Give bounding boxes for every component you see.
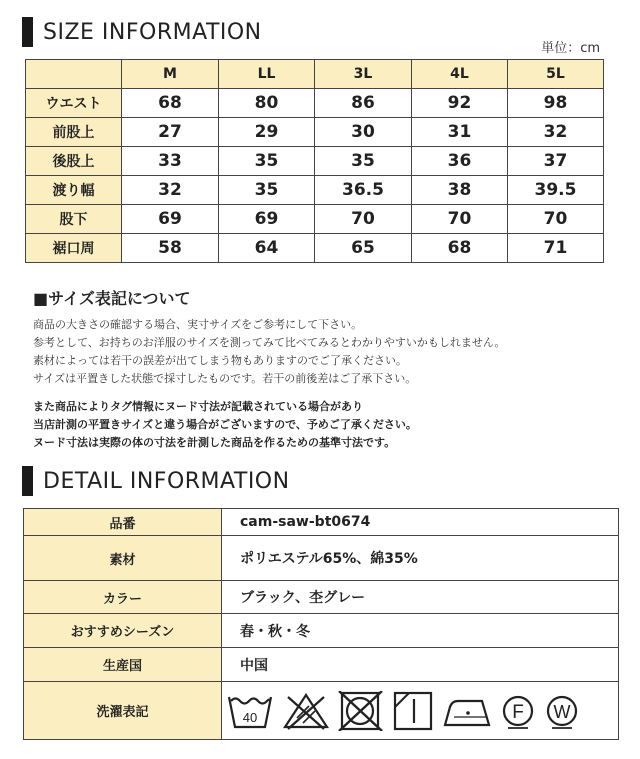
size-title-text: SIZE INFORMATION: [43, 19, 262, 45]
table-row: [24, 648, 619, 682]
cell: 68: [412, 234, 508, 263]
column-header: 3L: [315, 60, 412, 89]
wash-temp-text: 40: [242, 709, 258, 725]
cell: 80: [219, 89, 315, 118]
cell: 68: [122, 89, 219, 118]
cell: 37: [508, 147, 604, 176]
notes-text: [33, 316, 506, 388]
cell: 70: [315, 205, 412, 234]
note-line: 素材によっては若干の誤差が出てしまう物もありますのでご了承ください。: [33, 354, 407, 367]
cell: 36: [412, 147, 508, 176]
cell: 65: [315, 234, 412, 263]
cell: 69: [219, 205, 315, 234]
table-row: [26, 205, 604, 234]
detail-label: おすすめシーズン: [24, 614, 222, 648]
detail-title-text: DETAIL INFORMATION: [43, 468, 290, 494]
cell: 98: [508, 89, 604, 118]
table-row: [24, 581, 619, 614]
table-row: [24, 614, 619, 648]
detail-value: 中国: [222, 648, 619, 682]
cell: 27: [122, 118, 219, 147]
cell: 39.5: [508, 176, 604, 205]
iron-low-icon: [442, 691, 492, 731]
detail-table: [23, 508, 619, 740]
detail-label: カラー: [24, 581, 222, 614]
title-bar-decoration: [22, 466, 33, 496]
drip-dry-icon: [392, 691, 434, 731]
column-header: 5L: [508, 60, 604, 89]
table-row: [26, 118, 604, 147]
cell: 86: [315, 89, 412, 118]
cell: 35: [219, 147, 315, 176]
unit-label: 単位：cm: [541, 41, 600, 56]
cell: 32: [122, 176, 219, 205]
detail-label: 素材: [24, 536, 222, 581]
note-line: サイズは平置きした状態で採寸したものです。若干の前後差はご了承下さい。: [33, 372, 417, 385]
size-header-row: [26, 60, 604, 89]
table-row: [26, 234, 604, 263]
table-row: [26, 147, 604, 176]
detail-value: 春・秋・冬: [222, 614, 619, 648]
no-bleach-icon: [282, 691, 330, 731]
cell: 70: [412, 205, 508, 234]
table-row: [26, 89, 604, 118]
corner-cell: [26, 60, 122, 89]
dry-clean-f-icon: [500, 691, 536, 731]
detail-label: 品番: [24, 509, 222, 536]
row-header: 渡り幅: [26, 176, 122, 205]
cell: 31: [412, 118, 508, 147]
size-section-title: [22, 17, 262, 47]
cell: 35: [219, 176, 315, 205]
row-header: ウエスト: [26, 89, 122, 118]
detail-value: cam-saw-bt0674: [222, 509, 619, 536]
detail-section-title: [22, 466, 290, 496]
row-header: 股下: [26, 205, 122, 234]
detail-label: 洗濯表記: [24, 682, 222, 740]
detail-value: ブラック、杢グレー: [222, 581, 619, 614]
size-table: [25, 59, 604, 263]
no-tumble-dry-icon: [338, 691, 384, 731]
wetclean-letter: W: [553, 701, 571, 722]
cell: 69: [122, 205, 219, 234]
cell: 71: [508, 234, 604, 263]
column-header: LL: [219, 60, 315, 89]
care-icons-cell: [222, 682, 619, 740]
cell: 70: [508, 205, 604, 234]
detail-value: ポリエステル65%、綿35%: [222, 536, 619, 581]
row-header: 後股上: [26, 147, 122, 176]
care-icons: [222, 691, 618, 731]
cell: 92: [412, 89, 508, 118]
title-bar-decoration: [22, 17, 33, 47]
cell: 30: [315, 118, 412, 147]
note-line: 当店計測の平置きサイズと違う場合がございますので、予めご了承ください。: [33, 418, 417, 431]
dryclean-letter: F: [512, 701, 524, 723]
note-line: 商品の大きさの確認する場合、実寸サイズをご参考にして下さい。: [33, 318, 363, 331]
cell: 64: [219, 234, 315, 263]
row-header: 裾口周: [26, 234, 122, 263]
note-line: ヌード寸法は実際の体の寸法を計測した商品を作るための基準寸法です。: [33, 436, 396, 449]
row-header: 前股上: [26, 118, 122, 147]
note-line: また商品によりタグ情報にヌード寸法が記載されている場合があり: [33, 400, 363, 413]
note-line: 参考として、お持ちのお洋服のサイズを測ってみて比べてみるとわかりやすいかもしれません。: [33, 336, 506, 349]
care-row: [24, 682, 619, 740]
table-row: [24, 509, 619, 536]
cell: 38: [412, 176, 508, 205]
notes-title: ■サイズ表記について: [33, 289, 191, 308]
wet-clean-w-icon: [544, 691, 580, 731]
detail-label: 生産国: [24, 648, 222, 682]
cell: 33: [122, 147, 219, 176]
cell: 58: [122, 234, 219, 263]
cell: 35: [315, 147, 412, 176]
wash-40-icon: [226, 691, 274, 731]
notes-bold-text: [33, 398, 417, 452]
column-header: M: [122, 60, 219, 89]
cell: 32: [508, 118, 604, 147]
table-row: [24, 536, 619, 581]
cell: 29: [219, 118, 315, 147]
table-row: [26, 176, 604, 205]
cell: 36.5: [315, 176, 412, 205]
column-header: 4L: [412, 60, 508, 89]
